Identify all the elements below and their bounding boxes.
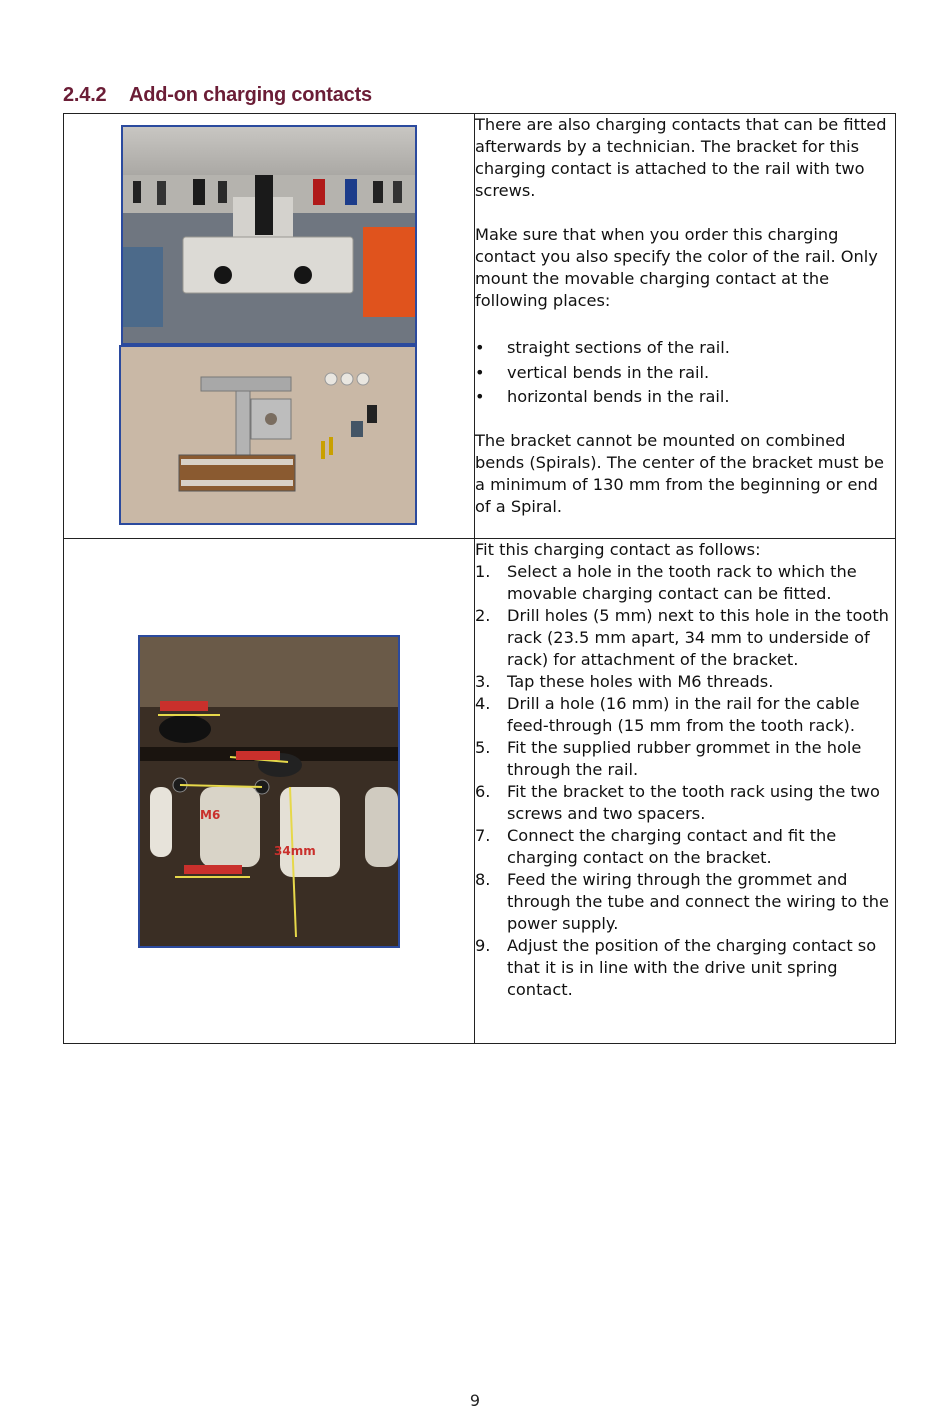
list-item: 8. Feed the wiring through the grommet and through the tube and connect the wiring to the power supply. bbox=[475, 870, 889, 933]
list-item: 7. Connect the charging contact and fit the charging contact on the bracket. bbox=[475, 826, 837, 867]
section-number: 2.4.2 bbox=[63, 84, 107, 106]
intro-paragraph: There are also charging contacts that can be fitted afterwards by a technician. The bracket for this charging contact is attached to the rail with two screws. bbox=[475, 115, 887, 200]
installation-steps bbox=[475, 561, 895, 1001]
section-title: Add-on charging contacts bbox=[129, 84, 372, 106]
image-cell bbox=[64, 539, 475, 1044]
table-row bbox=[64, 539, 896, 1044]
list-item: 5. Fit the supplied rubber grommet in the hole through the rail. bbox=[475, 738, 862, 779]
list-item: • vertical bends in the rail. bbox=[475, 361, 895, 386]
list-item: 2. Drill holes (5 mm) next to this hole in the tooth rack (23.5 mm apart, 34 mm to underside of rack) for attachment of the bracket. bbox=[475, 606, 889, 669]
photo-mounted-bracket bbox=[121, 125, 417, 345]
text-cell bbox=[475, 114, 896, 539]
spiral-paragraph: The bracket cannot be mounted on combined bends (Spirals). The center of the bracket must be a minimum of 130 mm from the beginning or end of a Spiral. bbox=[475, 430, 884, 516]
list-item: 9. Adjust the position of the charging contact so that it is in line with the drive unit spring contact. bbox=[475, 936, 877, 999]
text-cell bbox=[475, 539, 896, 1044]
order-paragraph: Make sure that when you order this charging contact you also specify the color of the rail. Only mount the movable charging contact at the following places: bbox=[475, 225, 878, 310]
m6-label: M6 bbox=[200, 808, 221, 822]
content-table bbox=[63, 113, 896, 1044]
section-heading bbox=[63, 84, 372, 107]
list-item: • straight sections of the rail. bbox=[475, 336, 895, 361]
list-item: 1. Select a hole in the tooth rack to which the movable charging contact can be fitted. bbox=[475, 562, 857, 603]
dimension-34mm-label: 34mm bbox=[274, 844, 316, 858]
tooth-rack-image bbox=[140, 637, 398, 946]
page-number: 9 bbox=[469, 1391, 481, 1410]
list-item: 4. Drill a hole (16 mm) in the rail for the cable feed-through (15 mm from the tooth rack). bbox=[475, 694, 860, 735]
photo-tooth-rack bbox=[138, 635, 400, 948]
steps-intro: Fit this charging contact as follows: bbox=[475, 540, 761, 559]
table-row bbox=[64, 114, 896, 539]
list-item: • horizontal bends in the rail. bbox=[475, 385, 895, 410]
photo-bracket-parts bbox=[119, 345, 417, 525]
bracket-parts-image bbox=[121, 347, 415, 523]
list-item: 3. Tap these holes with M6 threads. bbox=[475, 672, 774, 691]
mount-places-list bbox=[475, 336, 895, 410]
list-item: 6. Fit the bracket to the tooth rack using the two screws and two spacers. bbox=[475, 782, 880, 823]
mounted-bracket-image bbox=[123, 127, 415, 343]
image-cell bbox=[64, 114, 475, 539]
